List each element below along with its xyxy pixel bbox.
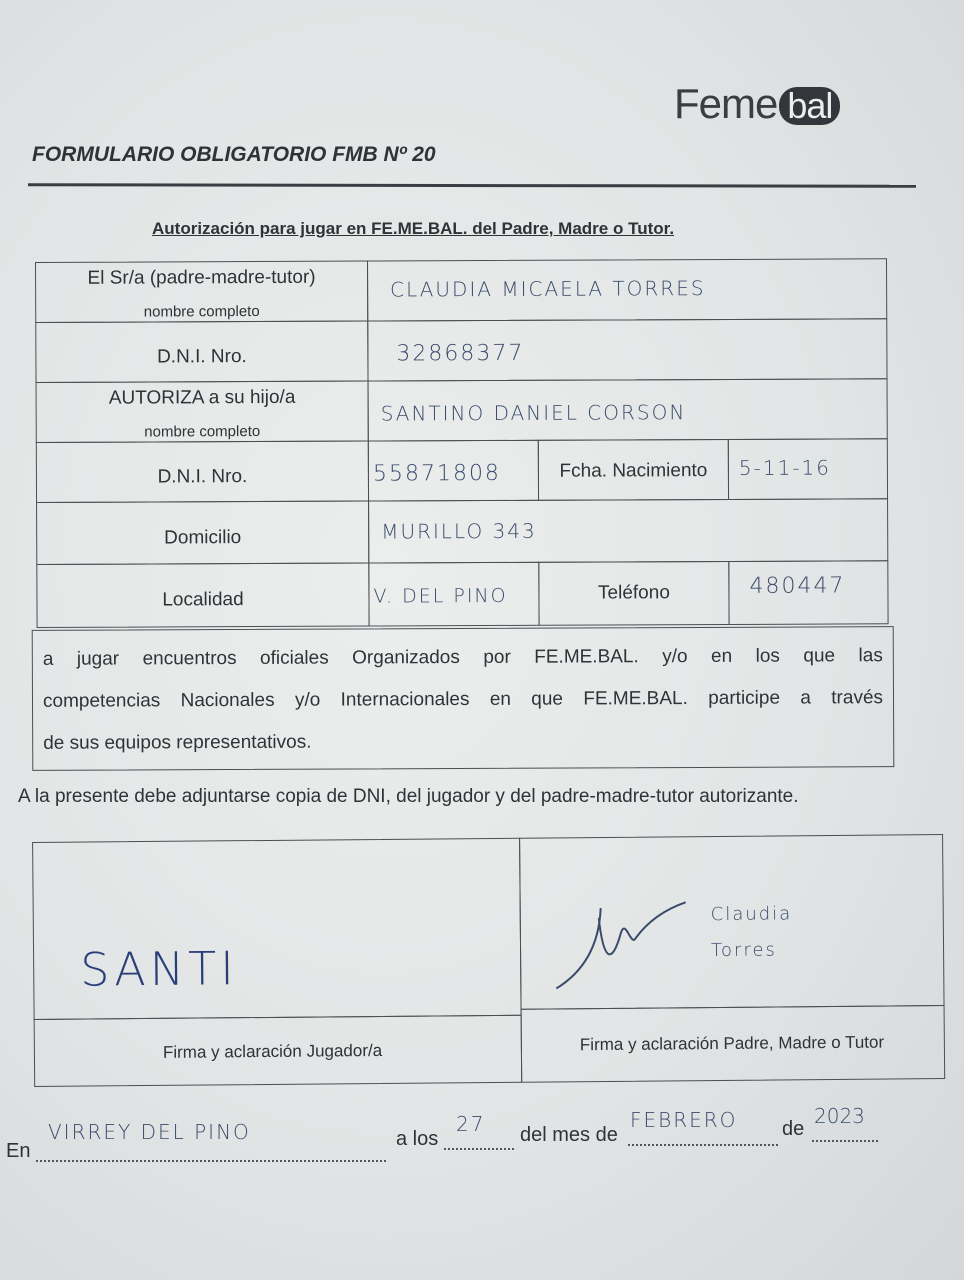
footer-a-los: a los — [396, 1128, 439, 1150]
paragraph-line-2: competencias Nacionales y/o Internacionales en que FE.ME.BAL. participe a través — [42, 687, 884, 712]
femebal-logo — [674, 80, 840, 128]
month-value: FEBRERO — [630, 1108, 738, 1132]
logo-box-text: bal — [779, 87, 840, 125]
attachment-note: A la presente debe adjuntarse copia de DNI, del jugador y del padre-madre-tutor autorizante. — [18, 786, 799, 807]
city-value: V. DEL PINO — [373, 584, 508, 608]
parent-dni-value: 32868377 — [396, 340, 525, 367]
player-signature-cell — [32, 838, 522, 1020]
city-label-cell — [36, 563, 369, 628]
parent-signature-cell — [519, 834, 944, 1010]
parent-label-cell — [35, 261, 368, 323]
place-value: VIRREY DEL PINO — [48, 1120, 251, 1144]
child-name-cell — [368, 378, 888, 441]
phone-label: Teléfono — [597, 582, 670, 604]
footer-del-mes: del mes de — [520, 1124, 618, 1146]
child-dni-label-cell — [36, 441, 369, 503]
birth-label-cell — [538, 439, 729, 501]
place-dotted-line — [36, 1160, 386, 1162]
year-dotted-line — [812, 1140, 878, 1142]
city-label: Localidad — [162, 589, 244, 611]
phone-value: 480447 — [749, 573, 846, 599]
parent-dni-cell — [367, 318, 887, 381]
parent-name-value: CLAUDIA MICAELA TORRES — [390, 276, 706, 302]
birth-value: 5-11-16 — [738, 455, 832, 480]
paragraph-line-3: de sus equipos representativos. — [43, 731, 312, 754]
birth-cell — [728, 438, 888, 500]
parent-sublabel: nombre completo — [143, 303, 260, 321]
footer-de: de — [782, 1118, 805, 1140]
place-date-line — [6, 1104, 906, 1164]
child-name-value: SANTINO DANIEL CORSON — [380, 400, 687, 426]
child-label: AUTORIZA a su hijo/a — [108, 386, 296, 409]
form-subtitle: Autorización para jugar en FE.ME.BAL. del Padre, Madre o Tutor. — [152, 219, 675, 238]
parent-dni-label-cell — [35, 321, 368, 383]
player-signature: SANTI — [79, 941, 239, 997]
phone-label-cell — [538, 561, 729, 626]
player-signature-label: Firma y aclaración Jugador/a — [162, 1040, 383, 1062]
footer-en: En — [6, 1140, 31, 1162]
address-label: Domicilio — [164, 527, 242, 549]
authorization-table — [35, 258, 889, 630]
parent-signature-scribble — [541, 887, 692, 998]
form-title: FORMULARIO OBLIGATORIO FMB Nº 20 — [32, 143, 436, 166]
child-dni-cell — [368, 440, 539, 502]
child-sublabel: nombre completo — [144, 423, 261, 441]
parent-label: El Sr/a (padre-madre-tutor) — [87, 266, 316, 289]
paragraph-line-1: a jugar encuentros oficiales Organizados por FE.ME.BAL. y/o en los que las — [42, 645, 883, 670]
birth-label: Fcha. Nacimiento — [559, 460, 708, 482]
authorization-paragraph — [32, 626, 895, 771]
child-dni-label: D.N.I. Nro. — [157, 466, 248, 488]
child-dni-value: 55871808 — [372, 460, 501, 487]
title-divider — [28, 183, 916, 188]
address-label-cell — [36, 501, 369, 565]
parent-dni-label: D.N.I. Nro. — [156, 346, 247, 368]
phone-cell — [728, 560, 888, 625]
parent-name-cell — [367, 258, 887, 321]
parent-signature-name: Claudia Torres — [710, 903, 793, 962]
address-cell — [368, 498, 888, 563]
child-label-cell — [36, 381, 369, 443]
address-value: MURILLO 343 — [381, 518, 537, 544]
year-value: 2023 — [814, 1104, 865, 1128]
parent-signature-label: Firma y aclaración Padre, Madre o Tutor — [579, 1032, 885, 1055]
month-dotted-line — [628, 1144, 778, 1146]
signature-table — [32, 824, 946, 1090]
day-value: 27 — [456, 1112, 486, 1136]
city-cell — [368, 562, 539, 627]
parent-signature-label-cell — [521, 1005, 946, 1083]
player-signature-label-cell — [34, 1015, 523, 1087]
logo-text: Feme — [674, 80, 778, 127]
day-dotted-line — [444, 1148, 514, 1150]
